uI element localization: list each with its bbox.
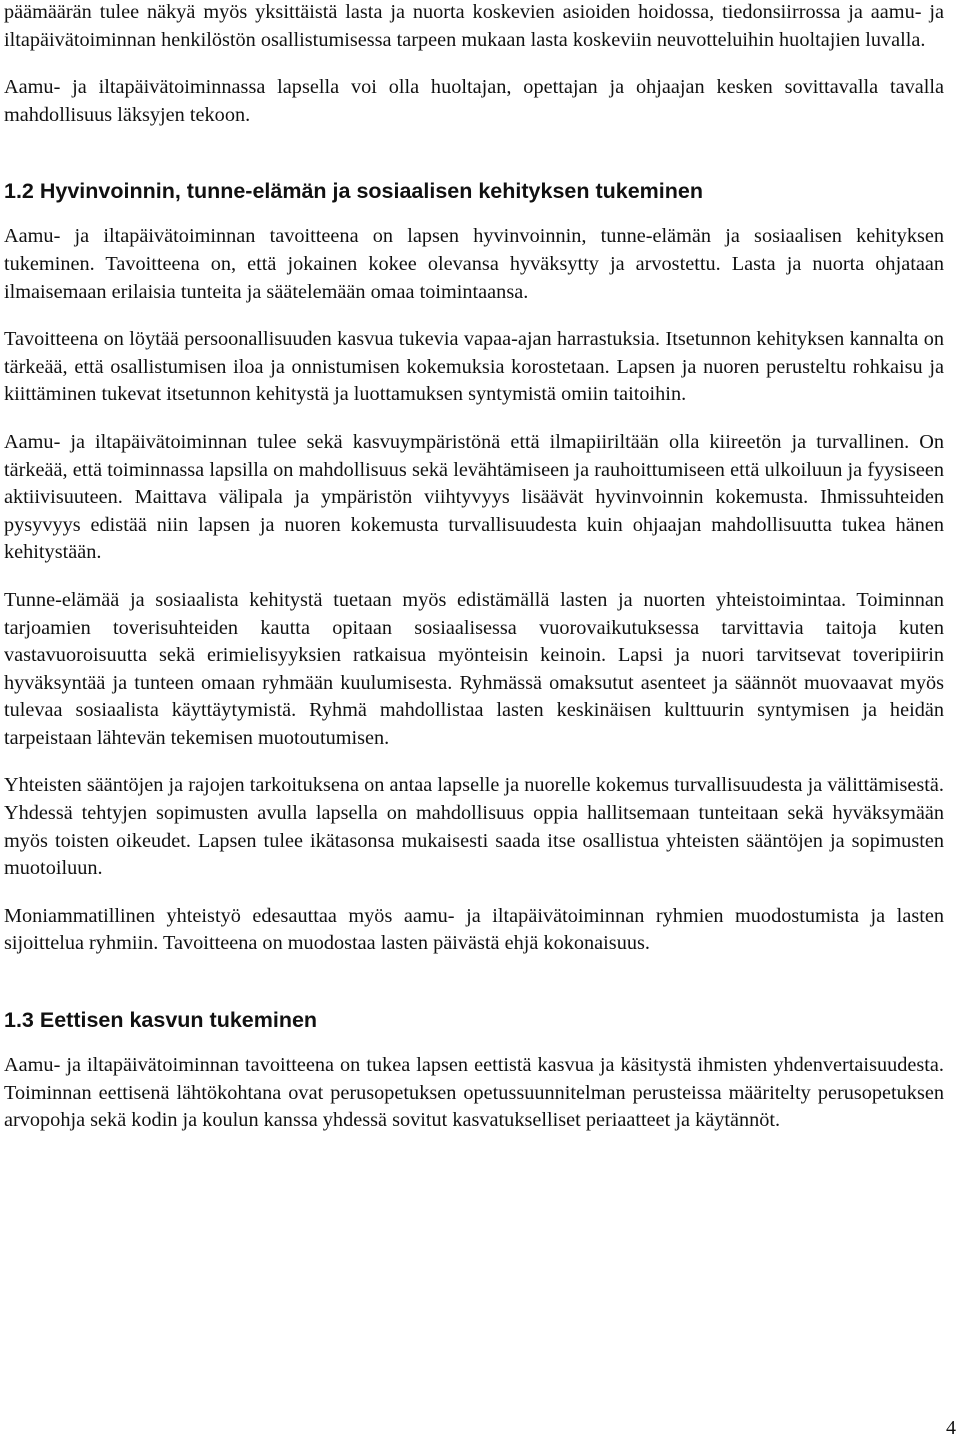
section-heading-1-3: 1.3 Eettisen kasvun tukeminen: [4, 1008, 318, 1033]
section-heading-1-2: 1.2 Hyvinvoinnin, tunne-elämän ja sosiaalisen kehityksen tukeminen: [4, 179, 703, 204]
paragraph-ethical-growth: Aamu- ja iltapäivätoiminnan tavoitteena on tukea lapsen eettistä kasvua ja käsitystä ihmisten yhdenvertaisuudesta. Toiminnan eettisenä lähtökohtana ovat perusopetuksen opetussuunnitelman perusteissa määritelty perusopetuksen arvopohja sekä kodin ja koulun kanssa yhdessä sovitut kasvatukselliset periaatteet ja käytännöt.: [4, 1054, 944, 1132]
paragraph-safe-environment: Aamu- ja iltapäivätoiminnan tulee sekä kasvuympäristönä että ilmapiiriltään olla kiireetön ja turvallinen. On tärkeää, että toiminnassa lapsilla on mahdollisuus sekä levähtämiseen ja rauhoittumiseen että ulkoiluun ja fyysiseen aktiivisuuteen. Maittava välipala ja ympäristön viihtyvyys lisäävät hyvinvoinnin kokemusta. Ihmissuhteiden pysyvyys edistää niin lapsen ja nuoren kokemusta turvallisuudesta kuin ohjaajan mahdollisuutta tukea hänen kehitystään.: [4, 430, 944, 564]
paragraph-wellbeing-goal: Aamu- ja iltapäivätoiminnan tavoitteena on lapsen hyvinvoinnin, tunne-elämän ja sosiaalisen kehityksen tukeminen. Tavoitteena on, että jokainen kokee olevansa hyväksytty ja arvostettu. Lasta ja nuorta ohjataan ilmaisemaan erilaisia tunteita ja säätelemään omaa toimintaansa.: [4, 225, 944, 303]
document-page: [4, 0, 944, 1135]
paragraph-multiprofessional: Moniammatillinen yhteistyö edesauttaa myös aamu- ja iltapäivätoiminnan ryhmien muodostumista ja lasten sijoittelua ryhmiin. Tavoitteena on muodostaa lasten päivästä ehjä kokonaisuus.: [4, 904, 944, 955]
paragraph-hobbies: Tavoitteena on löytää persoonallisuuden kasvua tukevia vapaa-ajan harrastuksia. Itsetunnon kehityksen kannalta on tärkeää, että osallistumisen iloa ja onnistumisen kokemuksia korostetaan. Lapsen ja nuoren perusteltu rohkaisu ja kiittäminen tukevat itsetunnon kehitystä ja luottamuksen syntymistä omiin taitoihin.: [4, 328, 944, 406]
paragraph-common-rules: Yhteisten sääntöjen ja rajojen tarkoituksena on antaa lapselle ja nuorelle kokemus turvallisuudesta ja välittämisestä. Yhdessä tehtyjen sopimusten avulla lapsella on mahdollisuus oppia hallitsemaan tunteitaan sekä hyväksymään myös toisten oikeudet. Lapsen tulee ikätasonsa mukaisesti saada itse osallistua yhteisten sääntöjen ja sopimusten muotoiluun.: [4, 774, 944, 880]
page-number: 4: [946, 1417, 956, 1439]
paragraph-continued: päämäärän tulee näkyä myös yksittäistä lasta ja nuorta koskevien asioiden hoidossa, tiedonsiirrossa ja aamu- ja iltapäivätoiminnan henkilöstön osallistumisessa tarpeen mukaan lasta koskeviin neuvotteluihin huoltajien luvalla.: [4, 1, 944, 51]
paragraph-homework: Aamu- ja iltapäivätoiminnassa lapsella voi olla huoltajan, opettajan ja ohjaajan kesken sovittavalla tavalla mahdollisuus läksyjen tekoon.: [4, 76, 944, 126]
paragraph-social-development: Tunne-elämää ja sosiaalista kehitystä tuetaan myös edistämällä lasten ja nuorten yhteistoimintaa. Toiminnan tarjoamien toverisuhteiden kautta opitaan sosiaalisessa vuorovaikutuksessa tarvittavia taitoja kuten vastavuoroisuutta sekä erimielisyyksien ratkaisua myönteisin keinoin. Lapsi ja nuori tarvitsevat toveripiirin hyväksyntää ja tunteen omaan ryhmään kuulumisesta. Ryhmässä omaksutut asenteet ja säännöt muovaavat myös tulevaa sosiaalista käyttäytymistä. Ryhmä mahdollistaa lasten keskinäisen kulttuurin syntymisen ja heidän tarpeistaan lähtevän tekemisen muotoutumisen.: [4, 588, 944, 749]
